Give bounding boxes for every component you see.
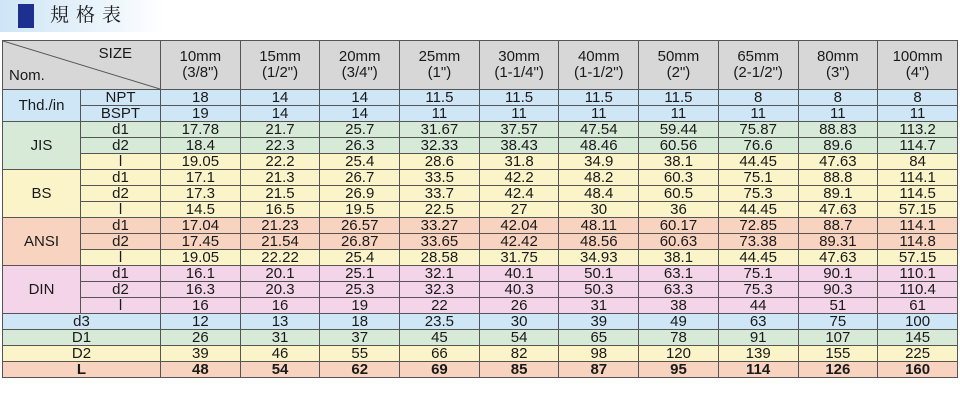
value-cell: 87	[559, 362, 639, 378]
value-cell: 90.3	[798, 282, 878, 298]
value-cell: 42.2	[479, 170, 559, 186]
size-inch-label: (4")	[905, 64, 930, 81]
size-inch-label: (1-1/2")	[574, 64, 624, 81]
table-row	[3, 282, 958, 298]
value-cell: 22.22	[240, 250, 320, 266]
value-cell: 31	[240, 330, 320, 346]
value-cell: 18	[320, 314, 400, 330]
value-cell: 11.5	[639, 90, 719, 106]
row-sub-label: d1	[81, 170, 161, 186]
row-label: d3	[3, 314, 161, 330]
size-inch-label: (2-1/2")	[733, 64, 783, 81]
value-cell: 160	[878, 362, 958, 378]
value-cell: 110.4	[878, 282, 958, 298]
row-sub-label: NPT	[81, 90, 161, 106]
corner-nom-label: Nom.	[9, 67, 45, 84]
value-cell: 16.3	[161, 282, 241, 298]
value-cell: 63	[718, 314, 798, 330]
value-cell: 75.1	[718, 170, 798, 186]
value-cell: 48.4	[559, 186, 639, 202]
value-cell: 28.6	[400, 154, 480, 170]
value-cell: 19.5	[320, 202, 400, 218]
value-cell: 75	[798, 314, 878, 330]
value-cell: 44.45	[718, 154, 798, 170]
value-cell: 14	[320, 90, 400, 106]
value-cell: 20.1	[240, 266, 320, 282]
value-cell: 60.17	[639, 218, 719, 234]
value-cell: 38	[639, 298, 719, 314]
value-cell: 32.3	[400, 282, 480, 298]
value-cell: 21.5	[240, 186, 320, 202]
value-cell: 17.04	[161, 218, 241, 234]
value-cell: 44	[718, 298, 798, 314]
value-cell: 57.15	[878, 250, 958, 266]
value-cell: 47.54	[559, 122, 639, 138]
table-row	[3, 202, 958, 218]
value-cell: 16	[240, 298, 320, 314]
row-sub-label: l	[81, 250, 161, 266]
value-cell: 33.7	[400, 186, 480, 202]
size-header-row	[3, 41, 958, 90]
value-cell: 11	[559, 106, 639, 122]
row-sub-label: d1	[81, 218, 161, 234]
value-cell: 18	[161, 90, 241, 106]
value-cell: 63.3	[639, 282, 719, 298]
size-header-cell	[479, 41, 559, 90]
value-cell: 14	[320, 106, 400, 122]
value-cell: 8	[878, 90, 958, 106]
section-title: 規格表	[50, 5, 129, 26]
value-cell: 84	[878, 154, 958, 170]
value-cell: 17.3	[161, 186, 241, 202]
value-cell: 38.1	[639, 154, 719, 170]
table-row	[3, 346, 958, 362]
value-cell: 107	[798, 330, 878, 346]
value-cell: 19	[161, 106, 241, 122]
value-cell: 21.7	[240, 122, 320, 138]
size-header-cell	[559, 41, 639, 90]
value-cell: 27	[479, 202, 559, 218]
value-cell: 17.45	[161, 234, 241, 250]
value-cell: 42.4	[479, 186, 559, 202]
size-header-cell	[161, 41, 241, 90]
value-cell: 114.1	[878, 170, 958, 186]
value-cell: 17.1	[161, 170, 241, 186]
value-cell: 48	[161, 362, 241, 378]
value-cell: 89.6	[798, 138, 878, 154]
size-mm-label: 25mm	[418, 48, 461, 65]
row-label: L	[3, 362, 161, 378]
value-cell: 32.1	[400, 266, 480, 282]
value-cell: 23.5	[400, 314, 480, 330]
size-inch-label: (3/8")	[182, 64, 219, 81]
value-cell: 28.58	[400, 250, 480, 266]
value-cell: 26.87	[320, 234, 400, 250]
value-cell: 13	[240, 314, 320, 330]
value-cell: 11.5	[479, 90, 559, 106]
value-cell: 21.54	[240, 234, 320, 250]
value-cell: 114.7	[878, 138, 958, 154]
value-cell: 75.87	[718, 122, 798, 138]
size-mm-label: 65mm	[737, 48, 779, 65]
value-cell: 33.27	[400, 218, 480, 234]
table-row	[3, 314, 958, 330]
value-cell: 34.9	[559, 154, 639, 170]
value-cell: 39	[161, 346, 241, 362]
size-header-cell	[878, 41, 958, 90]
size-header-cell	[718, 41, 798, 90]
value-cell: 65	[559, 330, 639, 346]
row-label: D2	[3, 346, 161, 362]
value-cell: 59.44	[639, 122, 719, 138]
value-cell: 72.85	[718, 218, 798, 234]
value-cell: 51	[798, 298, 878, 314]
value-cell: 62	[320, 362, 400, 378]
value-cell: 114.1	[878, 218, 958, 234]
value-cell: 69	[400, 362, 480, 378]
corner-size-label: SIZE	[98, 45, 132, 62]
size-inch-label: (3/4")	[341, 64, 378, 81]
value-cell: 139	[718, 346, 798, 362]
table-row	[3, 90, 958, 106]
value-cell: 17.78	[161, 122, 241, 138]
size-mm-label: 15mm	[259, 48, 301, 65]
value-cell: 114	[718, 362, 798, 378]
value-cell: 89.31	[798, 234, 878, 250]
value-cell: 30	[479, 314, 559, 330]
value-cell: 50.1	[559, 266, 639, 282]
table-row	[3, 138, 958, 154]
table-row	[3, 122, 958, 138]
value-cell: 37.57	[479, 122, 559, 138]
value-cell: 12	[161, 314, 241, 330]
value-cell: 120	[639, 346, 719, 362]
row-label: D1	[3, 330, 161, 346]
size-mm-label: 50mm	[657, 48, 700, 65]
value-cell: 22	[400, 298, 480, 314]
value-cell: 98	[559, 346, 639, 362]
value-cell: 11	[479, 106, 559, 122]
value-cell: 42.42	[479, 234, 559, 250]
row-sub-label: d2	[81, 282, 161, 298]
value-cell: 60.63	[639, 234, 719, 250]
value-cell: 66	[400, 346, 480, 362]
value-cell: 48.11	[559, 218, 639, 234]
value-cell: 26.3	[320, 138, 400, 154]
value-cell: 19	[320, 298, 400, 314]
value-cell: 11	[639, 106, 719, 122]
value-cell: 155	[798, 346, 878, 362]
value-cell: 25.7	[320, 122, 400, 138]
row-sub-label: l	[81, 202, 161, 218]
size-inch-label: (3")	[826, 64, 850, 81]
row-sub-label: BSPT	[81, 106, 161, 122]
value-cell: 14	[240, 90, 320, 106]
value-cell: 22.2	[240, 154, 320, 170]
value-cell: 16.1	[161, 266, 241, 282]
value-cell: 31.8	[479, 154, 559, 170]
size-header-cell	[639, 41, 719, 90]
value-cell: 38.1	[639, 250, 719, 266]
row-sub-label: d2	[81, 186, 161, 202]
row-sub-label: d1	[81, 266, 161, 282]
value-cell: 88.8	[798, 170, 878, 186]
value-cell: 26	[161, 330, 241, 346]
value-cell: 42.04	[479, 218, 559, 234]
value-cell: 25.4	[320, 154, 400, 170]
value-cell: 11.5	[400, 90, 480, 106]
row-sub-label: d2	[81, 138, 161, 154]
value-cell: 60.56	[639, 138, 719, 154]
value-cell: 46	[240, 346, 320, 362]
table-row	[3, 170, 958, 186]
table-row	[3, 234, 958, 250]
value-cell: 22.3	[240, 138, 320, 154]
table-row	[3, 266, 958, 282]
value-cell: 26.9	[320, 186, 400, 202]
value-cell: 55	[320, 346, 400, 362]
value-cell: 110.1	[878, 266, 958, 282]
size-mm-label: 80mm	[817, 48, 859, 65]
value-cell: 60.5	[639, 186, 719, 202]
size-mm-label: 40mm	[577, 48, 620, 65]
value-cell: 225	[878, 346, 958, 362]
value-cell: 20.3	[240, 282, 320, 298]
value-cell: 76.6	[718, 138, 798, 154]
size-mm-label: 10mm	[179, 48, 222, 65]
table-row	[3, 362, 958, 378]
value-cell: 88.7	[798, 218, 878, 234]
table-row	[3, 330, 958, 346]
size-header-cell	[798, 41, 878, 90]
size-header-cell	[320, 41, 400, 90]
table-row	[3, 106, 958, 122]
value-cell: 21.3	[240, 170, 320, 186]
value-cell: 50.3	[559, 282, 639, 298]
value-cell: 25.4	[320, 250, 400, 266]
value-cell: 49	[639, 314, 719, 330]
value-cell: 145	[878, 330, 958, 346]
table-row	[3, 186, 958, 202]
value-cell: 47.63	[798, 154, 878, 170]
value-cell: 39	[559, 314, 639, 330]
size-mm-label: 100mm	[892, 48, 943, 65]
standard-group-label: BS	[3, 170, 81, 218]
value-cell: 8	[718, 90, 798, 106]
value-cell: 75.1	[718, 266, 798, 282]
value-cell: 40.1	[479, 266, 559, 282]
value-cell: 88.83	[798, 122, 878, 138]
size-inch-label: (2")	[666, 64, 691, 81]
value-cell: 75.3	[718, 186, 798, 202]
value-cell: 11.5	[559, 90, 639, 106]
value-cell: 95	[639, 362, 719, 378]
value-cell: 11	[400, 106, 480, 122]
value-cell: 16	[161, 298, 241, 314]
value-cell: 44.45	[718, 202, 798, 218]
value-cell: 32.33	[400, 138, 480, 154]
value-cell: 73.38	[718, 234, 798, 250]
value-cell: 78	[639, 330, 719, 346]
value-cell: 114.5	[878, 186, 958, 202]
value-cell: 16.5	[240, 202, 320, 218]
size-mm-label: 20mm	[338, 48, 381, 65]
value-cell: 44.45	[718, 250, 798, 266]
value-cell: 26	[479, 298, 559, 314]
value-cell: 14.5	[161, 202, 241, 218]
value-cell: 11	[878, 106, 958, 122]
value-cell: 90.1	[798, 266, 878, 282]
value-cell: 19.05	[161, 154, 241, 170]
row-sub-label: l	[81, 154, 161, 170]
size-header-cell	[400, 41, 480, 90]
value-cell: 85	[479, 362, 559, 378]
table-row	[3, 154, 958, 170]
value-cell: 26.57	[320, 218, 400, 234]
value-cell: 8	[798, 90, 878, 106]
value-cell: 30	[559, 202, 639, 218]
value-cell: 100	[878, 314, 958, 330]
value-cell: 82	[479, 346, 559, 362]
value-cell: 75.3	[718, 282, 798, 298]
row-sub-label: d1	[81, 122, 161, 138]
value-cell: 25.3	[320, 282, 400, 298]
value-cell: 34.93	[559, 250, 639, 266]
value-cell: 113.2	[878, 122, 958, 138]
value-cell: 22.5	[400, 202, 480, 218]
value-cell: 40.3	[479, 282, 559, 298]
value-cell: 31.67	[400, 122, 480, 138]
value-cell: 47.63	[798, 250, 878, 266]
value-cell: 45	[400, 330, 480, 346]
value-cell: 89.1	[798, 186, 878, 202]
standard-group-label: DIN	[3, 266, 81, 314]
value-cell: 14	[240, 106, 320, 122]
value-cell: 33.65	[400, 234, 480, 250]
size-header-cell	[240, 41, 320, 90]
value-cell: 37	[320, 330, 400, 346]
value-cell: 31.75	[479, 250, 559, 266]
value-cell: 57.15	[878, 202, 958, 218]
row-sub-label: l	[81, 298, 161, 314]
standard-group-label: JIS	[3, 122, 81, 170]
value-cell: 11	[798, 106, 878, 122]
size-mm-label: 30mm	[498, 48, 540, 65]
value-cell: 126	[798, 362, 878, 378]
value-cell: 33.5	[400, 170, 480, 186]
value-cell: 114.8	[878, 234, 958, 250]
value-cell: 38.43	[479, 138, 559, 154]
standard-group-label: Thd./in	[3, 90, 81, 122]
value-cell: 36	[639, 202, 719, 218]
value-cell: 48.2	[559, 170, 639, 186]
size-inch-label: (1")	[427, 64, 452, 81]
banner-accent-bar	[18, 4, 34, 28]
value-cell: 63.1	[639, 266, 719, 282]
value-cell: 18.4	[161, 138, 241, 154]
standard-group-label: ANSI	[3, 218, 81, 266]
table-row	[3, 250, 958, 266]
section-banner	[0, 0, 164, 32]
value-cell: 31	[559, 298, 639, 314]
value-cell: 60.3	[639, 170, 719, 186]
value-cell: 21.23	[240, 218, 320, 234]
table-row	[3, 218, 958, 234]
row-sub-label: d2	[81, 234, 161, 250]
value-cell: 61	[878, 298, 958, 314]
size-inch-label: (1-1/4")	[494, 64, 544, 81]
value-cell: 54	[240, 362, 320, 378]
value-cell: 54	[479, 330, 559, 346]
value-cell: 48.56	[559, 234, 639, 250]
value-cell: 26.7	[320, 170, 400, 186]
spec-table-body	[3, 90, 958, 378]
value-cell: 48.46	[559, 138, 639, 154]
value-cell: 91	[718, 330, 798, 346]
corner-cell	[3, 41, 161, 90]
value-cell: 25.1	[320, 266, 400, 282]
spec-table	[2, 40, 958, 378]
size-inch-label: (1/2")	[261, 64, 299, 81]
value-cell: 11	[718, 106, 798, 122]
value-cell: 19.05	[161, 250, 241, 266]
value-cell: 47.63	[798, 202, 878, 218]
table-row	[3, 298, 958, 314]
